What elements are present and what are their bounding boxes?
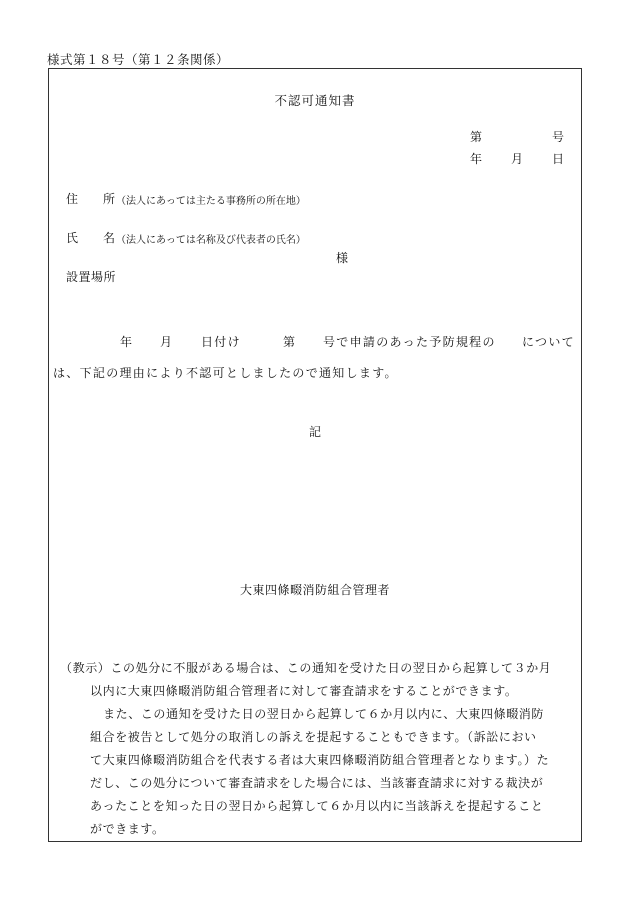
- name-label-2: 名: [103, 231, 116, 245]
- name-label-1: 氏: [66, 231, 79, 245]
- body-number-text: 号で申請のあった予防規程の: [323, 335, 496, 349]
- document-number-suffix: 号: [552, 130, 565, 144]
- document-number-prefix: 第: [470, 130, 483, 144]
- instruction-line: て大東四條畷消防組合を代表する者は大東四條畷消防組合管理者となります。）た: [90, 753, 550, 767]
- address-note: （法人にあっては主たる事務所の所在地）: [116, 196, 306, 207]
- instruction-line: だし、この処分について審査請求をした場合には、当該審査請求に対する裁決が: [90, 776, 544, 790]
- instruction-line: また、この通知を受けた日の翌日から起算して６か月以内に、大東四條畷消防: [103, 707, 545, 721]
- body-year: 年: [120, 335, 134, 349]
- body-regarding: について: [522, 335, 575, 349]
- body-dated: 日付け: [201, 335, 241, 349]
- instruction-line: ができます。: [90, 822, 165, 836]
- location-label: 設置場所: [66, 270, 117, 284]
- instruction-line: （教示）この処分に不服がある場合は、この通知を受けた日の翌日から起算して３か月: [60, 661, 552, 675]
- document-title: 不認可通知書: [274, 93, 356, 108]
- date-day: 日: [552, 152, 565, 166]
- ki-heading: 記: [308, 425, 321, 439]
- address-label-2: 所: [103, 192, 116, 206]
- name-note: （法人にあっては名称及び代表者の氏名）: [116, 235, 306, 246]
- instruction-line: あったことを知った日の翌日から起算して６か月以内に当該訴えを提起すること: [90, 799, 544, 813]
- form-number: 様式第１８号（第１２条関係）: [47, 52, 230, 67]
- instruction-line: 以内に大東四條畷消防組合管理者に対して審査請求をすることができます。: [90, 684, 518, 698]
- instruction-block: [60, 657, 580, 841]
- address-label-1: 住: [66, 192, 79, 206]
- body-number-prefix: 第: [283, 335, 297, 349]
- date-month: 月: [511, 152, 524, 166]
- honorific: 様: [336, 251, 349, 265]
- body-line-2: は、下記の理由により不認可としましたので通知します。: [53, 366, 398, 380]
- instruction-line: 組合を被告として処分の取消しの訴えを提起することもできます。（訴訟におい: [90, 730, 537, 744]
- signatory: 大東四條畷消防組合管理者: [239, 583, 390, 597]
- body-month: 月: [160, 335, 174, 349]
- date-year: 年: [470, 152, 483, 166]
